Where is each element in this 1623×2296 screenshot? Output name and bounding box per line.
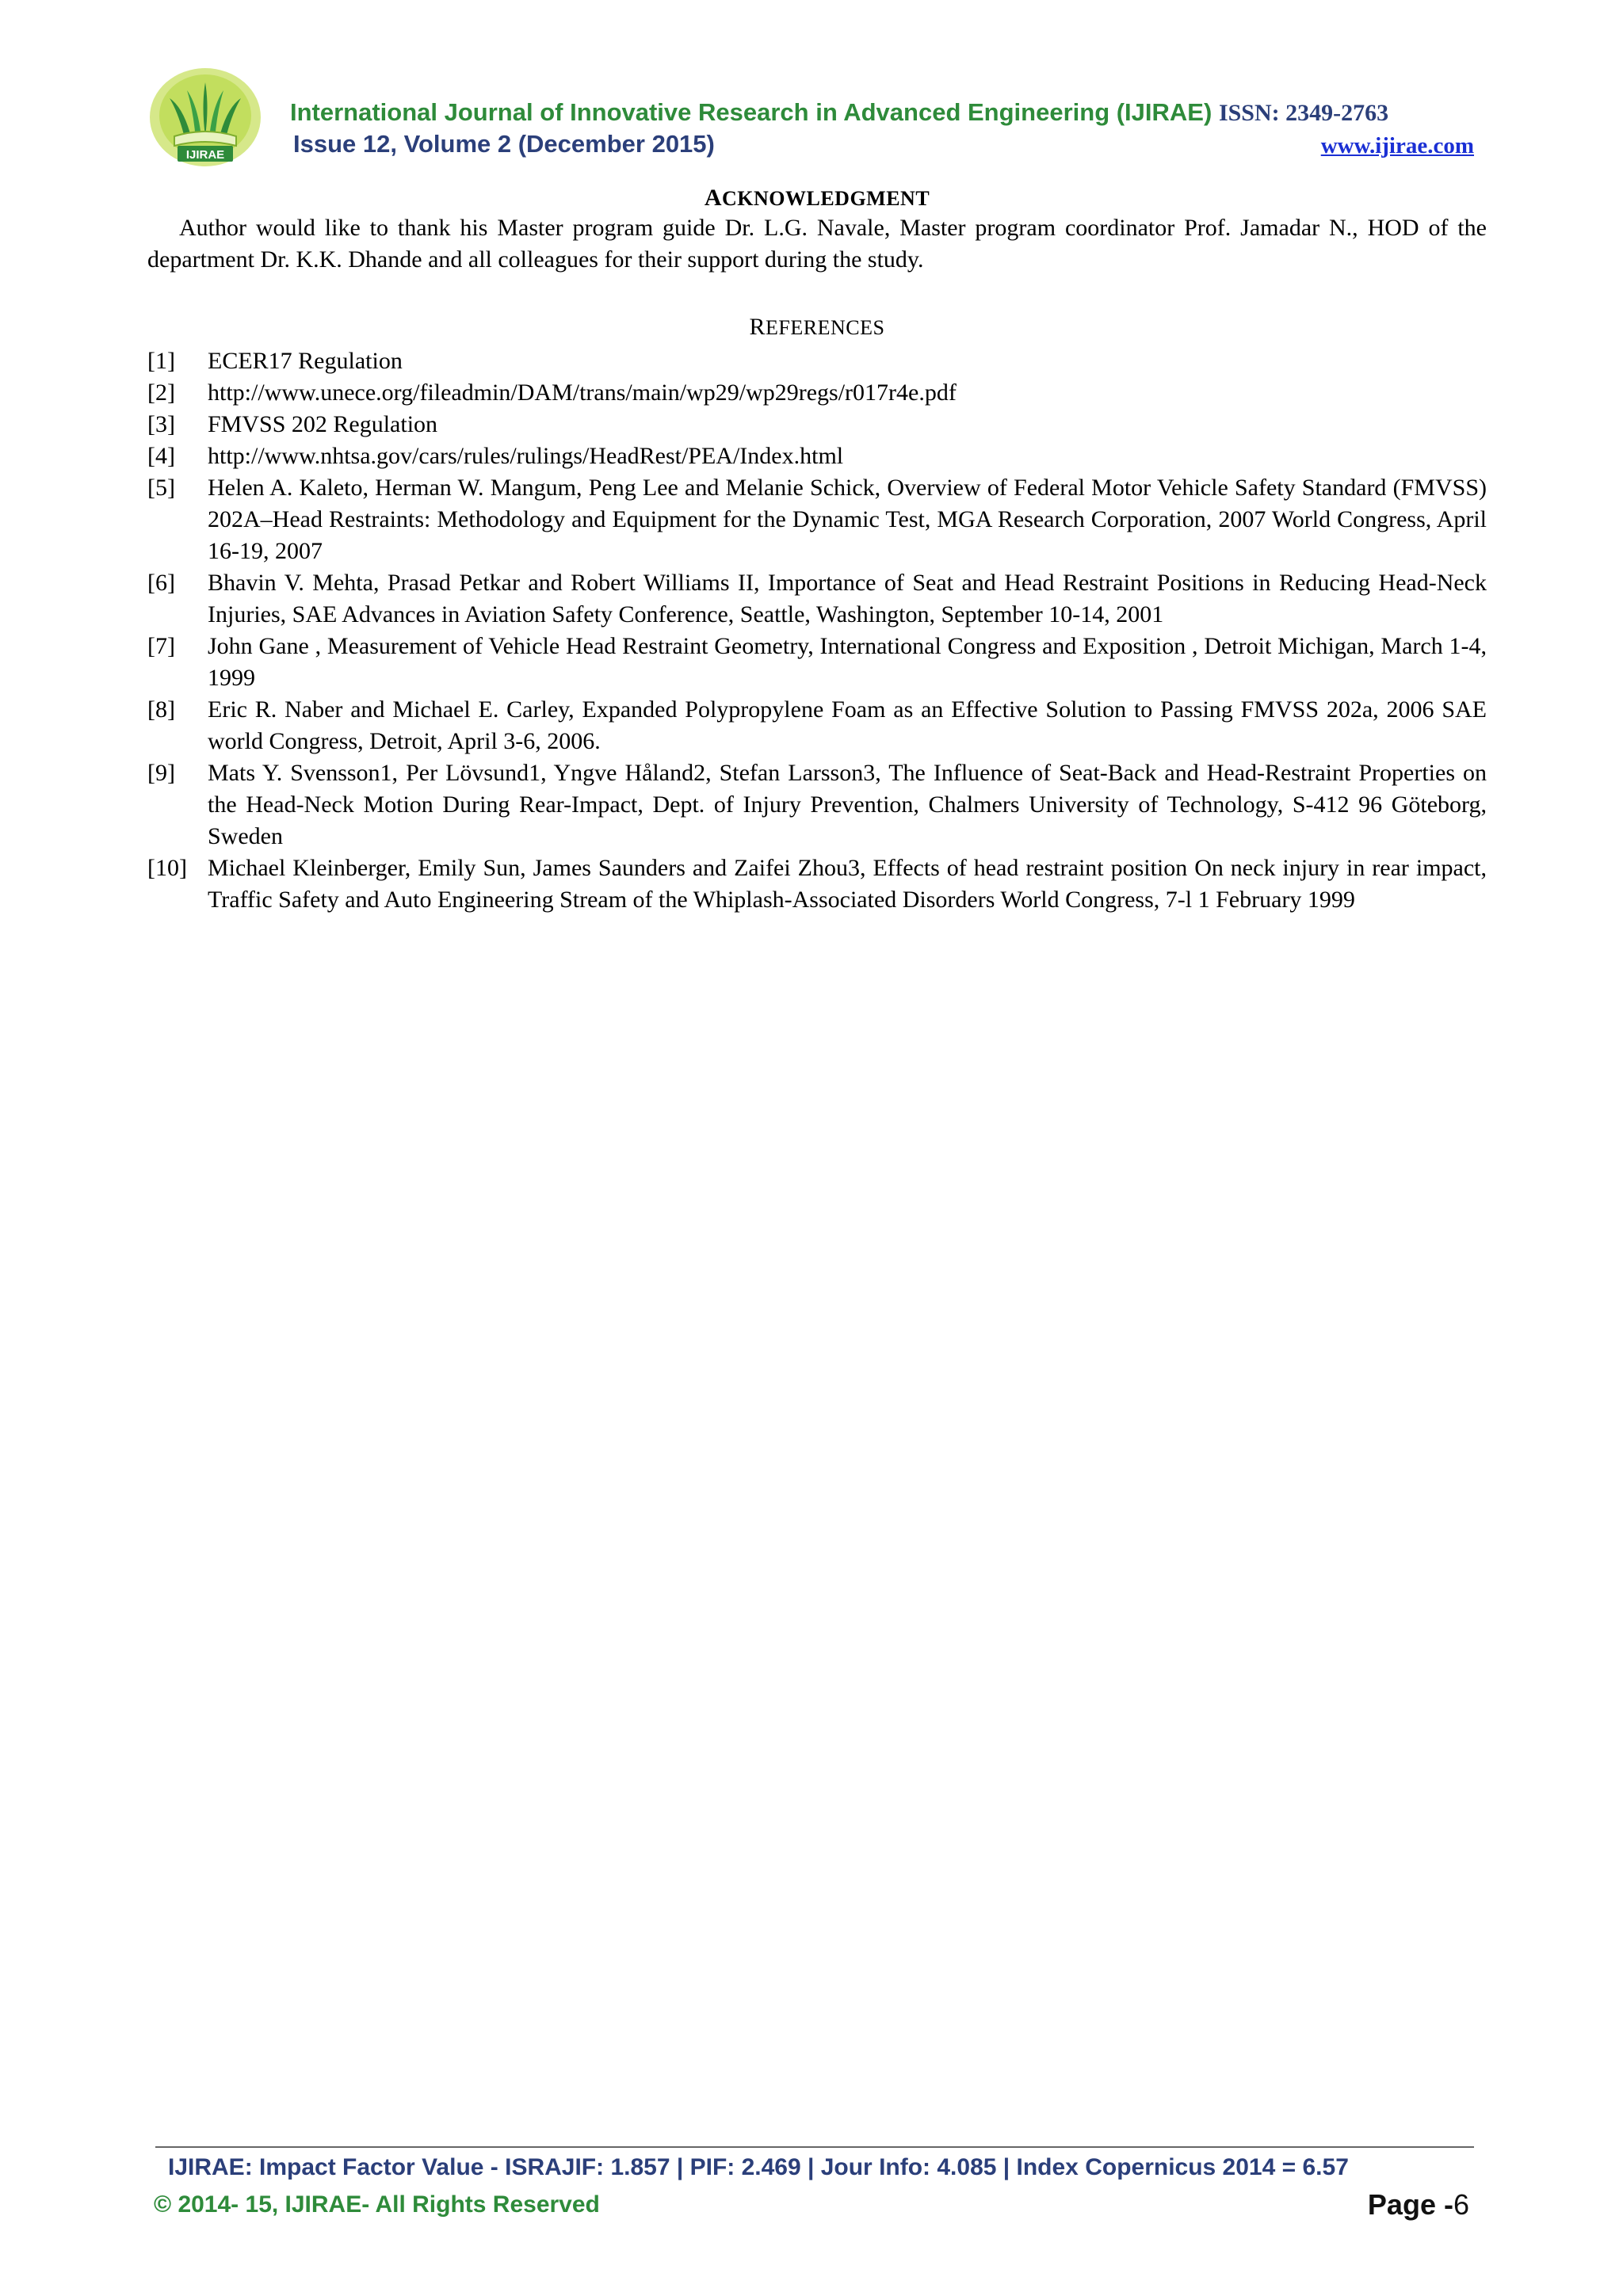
journal-header — [290, 98, 1495, 127]
acknowledgment-text: Author would like to thank his Master program guide Dr. L.G. Navale, Master program coordinator Prof. Jamadar N., HOD of the department Dr. K.K. Dhande and all colleagues for their support during the study. — [147, 215, 1487, 273]
acknowledgment-section — [147, 212, 1487, 276]
reference-link[interactable]: http://www.unece.org/fileadmin/DAM/trans/main/wp29/wp29regs/r017r4e.pdf — [208, 379, 957, 406]
reference-number: [9] — [147, 760, 175, 786]
acknowledgment-heading — [147, 185, 1487, 212]
reference-item — [147, 567, 1487, 631]
reference-number: [5] — [147, 475, 175, 501]
reference-text: John Gane , Measurement of Vehicle Head Restraint Geometry, International Congress and Exposition , Detroit Michigan, March 1-4, 1999 — [208, 633, 1487, 691]
reference-number: [4] — [147, 443, 175, 469]
reference-number: [7] — [147, 633, 175, 659]
page-label: Page - — [1367, 2188, 1453, 2221]
reference-number: [3] — [147, 411, 175, 437]
reference-text: ECER17 Regulation — [208, 348, 403, 374]
reference-number: [1] — [147, 348, 175, 374]
copyright-notice: © 2014- 15, IJIRAE- All Rights Reserved — [154, 2191, 600, 2218]
acknowledgment-heading-initial: A — [704, 185, 722, 211]
reference-number: [8] — [147, 696, 175, 723]
reference-text: Bhavin V. Mehta, Prasad Petkar and Robert Williams II, Importance of Seat and Head Restraint Positions in Reducing Head-Neck Injuries, SAE Advances in Aviation Safety Conference, Seattle, Washington, September 10-14, 2001 — [208, 570, 1487, 627]
acknowledgment-heading-rest: CKNOWLEDGMENT — [721, 187, 930, 210]
reference-number: [6] — [147, 570, 175, 596]
references-heading-rest: EFERENCES — [766, 316, 885, 339]
issue-info: Issue 12, Volume 2 (December 2015) — [293, 130, 715, 158]
reference-item — [147, 757, 1487, 852]
reference-item — [147, 472, 1487, 567]
reference-link[interactable]: http://www.nhtsa.gov/cars/rules/rulings/HeadRest/PEA/Index.html — [208, 443, 844, 469]
reference-item — [147, 631, 1487, 694]
reference-text: FMVSS 202 Regulation — [208, 411, 438, 437]
logo-text: IJIRAE — [185, 148, 225, 162]
journal-title: International Journal of Innovative Research in Advanced Engineering (IJIRAE) — [290, 98, 1212, 126]
reference-number: [10] — [147, 855, 187, 881]
reference-text: Mats Y. Svensson1, Per Lövsund1, Yngve Håland2, Stefan Larsson3, The Influence of Seat-Back and Head-Restraint Properties on the Head-Neck Motion During Rear-Impact, Dept. of Injury Prevention, Chalmers University of Technology, S-412 96 Göteborg, Sweden — [208, 760, 1487, 849]
reference-item — [147, 441, 1487, 472]
references-heading-initial: R — [749, 314, 766, 340]
reference-item — [147, 852, 1487, 916]
reference-item — [147, 409, 1487, 441]
journal-url-link[interactable]: www.ijirae.com — [1320, 133, 1474, 158]
footer-divider — [155, 2146, 1474, 2148]
references-heading — [147, 314, 1487, 341]
reference-item — [147, 694, 1487, 757]
reference-item — [147, 377, 1487, 409]
ijirae-logo — [146, 67, 265, 176]
page-indicator — [1368, 2188, 1469, 2222]
reference-text: Helen A. Kaleto, Herman W. Mangum, Peng Lee and Melanie Schick, Overview of Federal Motor Vehicle Safety Standard (FMVSS) 202A–Head Restraints: Methodology and Equipment for the Dynamic Test, MGA Research Corporation, 2007 World Congress, April 16-19, 2007 — [208, 475, 1487, 564]
issn: ISSN: 2349-2763 — [1218, 100, 1389, 126]
reference-number: [2] — [147, 379, 175, 406]
page-number: 6 — [1453, 2188, 1469, 2221]
reference-text: Michael Kleinberger, Emily Sun, James Saunders and Zaifei Zhou3, Effects of head restraint position On neck injury in rear impact, Traffic Safety and Auto Engineering Stream of the Whiplash-Associated Disorders World Congress, 7-l 1 February 1999 — [208, 855, 1487, 913]
reference-item — [147, 345, 1487, 377]
references-list — [147, 345, 1487, 916]
reference-text: Eric R. Naber and Michael E. Carley, Expanded Polypropylene Foam as an Effective Solution to Passing FMVSS 202a, 2006 SAE world Congress, Detroit, April 3-6, 2006. — [208, 696, 1487, 754]
impact-factor-line: IJIRAE: Impact Factor Value - ISRAJIF: 1.857 | PIF: 2.469 | Jour Info: 4.085 | Index Copernicus 2014 = 6.57 — [168, 2154, 1349, 2180]
